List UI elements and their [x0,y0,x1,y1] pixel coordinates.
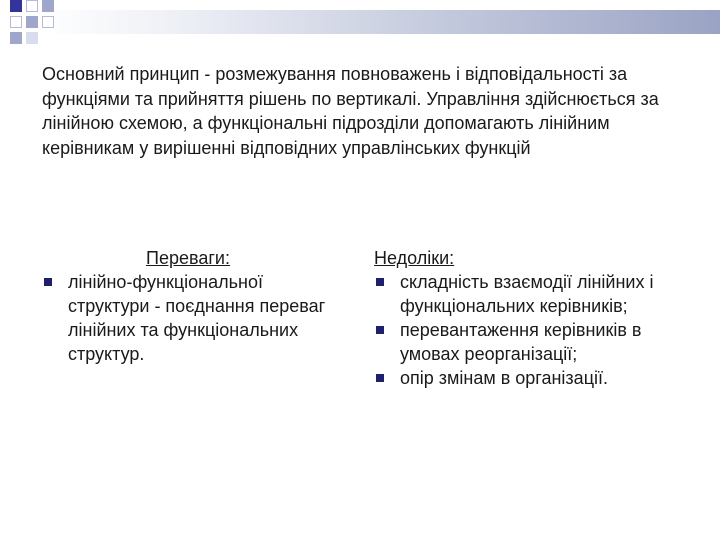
square-bullet-icon [376,278,384,286]
decor-square [26,0,38,12]
decor-square [10,0,22,12]
decor-square [10,32,22,44]
list-item [374,318,694,366]
list-item [42,270,332,366]
square-bullet-icon [44,278,52,286]
advantages-heading: Переваги: [146,248,230,268]
decor-square [42,16,54,28]
list-item-text: лінійно-функціональної структури - поєднання переваг лінійних та функціональних структур. [68,272,326,364]
square-bullet-icon [376,326,384,334]
disadvantages-list [374,270,694,390]
intro-paragraph: Основний принцип - розмежування повноважень і відповідальності за функціями та прийняття рішень по вертикалі. Управління здійснюється за лінійною схемою, а функціональні підрозділи допомагають лінійним керівникам у вирішенні відповідних управлінських функцій [42,64,659,158]
decor-square [42,0,54,12]
decor-square [26,16,38,28]
decor-square [26,32,38,44]
advantages-list [42,270,332,366]
header-bar [40,10,720,34]
list-item-text: перевантаження керівників в умовах реорганізації; [400,320,642,364]
decor-square [10,16,22,28]
advantages-column [42,246,332,366]
disadvantages-heading: Недоліки: [374,248,455,268]
disadvantages-column [374,246,694,390]
list-item [374,270,694,318]
list-item-text: складність взаємодії лінійних і функціональних керівників; [400,272,654,316]
list-item-text: опір змінам в організації. [400,368,609,388]
list-item [374,366,694,390]
square-bullet-icon [376,374,384,382]
